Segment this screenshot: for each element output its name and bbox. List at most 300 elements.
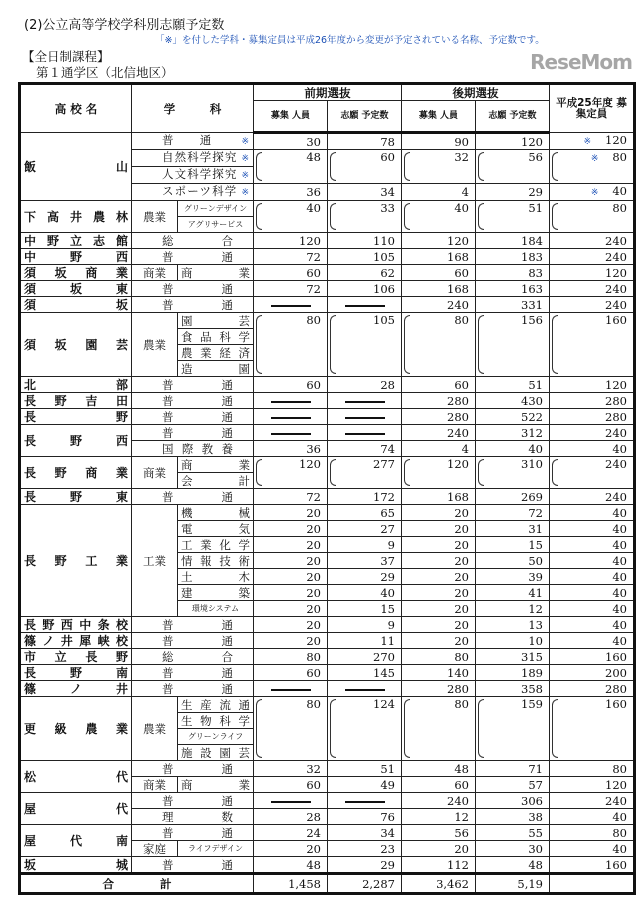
value: 40 — [612, 809, 627, 824]
value: 30 — [528, 841, 543, 856]
value-cell — [476, 133, 550, 150]
dash-line — [345, 689, 385, 691]
value: 74 — [380, 441, 395, 456]
course-name: 環境システム — [178, 601, 254, 617]
value: 168 — [447, 281, 469, 296]
department-name — [132, 681, 254, 697]
department-name — [132, 184, 254, 201]
department-label: 普通 — [162, 249, 233, 264]
value: 49 — [380, 777, 395, 792]
value-cell — [550, 441, 635, 457]
department-name — [132, 425, 254, 441]
value-cell — [402, 617, 476, 633]
value-cell — [328, 313, 402, 377]
value-cell — [402, 489, 476, 505]
value-cell — [254, 265, 328, 281]
header-early: 前期選抜 — [254, 84, 402, 101]
value: 120 — [299, 457, 321, 471]
applicants-table — [18, 82, 636, 895]
value: 106 — [373, 281, 395, 296]
value: 280 — [447, 409, 469, 424]
value-cell — [550, 569, 635, 585]
value: 13 — [528, 617, 543, 632]
value: 34 — [380, 185, 395, 199]
course-name: 会計 — [178, 473, 254, 489]
value-cell — [328, 233, 402, 249]
value-cell — [328, 697, 402, 761]
value-cell — [328, 489, 402, 505]
header-early-recruit: 募集 人員 — [254, 101, 328, 133]
value-cell — [402, 521, 476, 537]
value-cell — [476, 409, 550, 425]
value: 80 — [454, 697, 469, 711]
value: 20 — [454, 521, 469, 536]
value: 168 — [447, 489, 469, 504]
value-cell — [476, 441, 550, 457]
value-cell — [254, 281, 328, 297]
value-cell — [402, 633, 476, 649]
value: 240 — [605, 425, 627, 440]
value: 9 — [387, 617, 395, 632]
department-name — [132, 233, 254, 249]
department-name — [132, 167, 254, 184]
value-cell — [402, 249, 476, 265]
value: 40 — [612, 569, 627, 584]
department-label: スポーツ科学 — [162, 184, 238, 198]
value: 4 — [461, 441, 469, 456]
value-cell — [476, 297, 550, 313]
dash-line — [345, 305, 385, 307]
value: 280 — [605, 393, 627, 408]
value-cell — [476, 505, 550, 521]
header-dept: 学 科 — [132, 84, 254, 133]
value-cell — [402, 184, 476, 201]
value: 15 — [528, 537, 543, 552]
school-name: 須坂 — [20, 297, 132, 313]
value: 120 — [605, 265, 627, 280]
value-cell — [476, 825, 550, 841]
value-cell — [254, 133, 328, 150]
total-value: 2,287 — [328, 874, 402, 894]
value-cell — [476, 489, 550, 505]
value-cell — [550, 313, 635, 377]
value-cell — [550, 633, 635, 649]
value: 48 — [306, 150, 321, 164]
table-row — [20, 761, 635, 777]
value: 312 — [521, 425, 543, 440]
course-name: 建築 — [178, 585, 254, 601]
course-name: 商業 — [178, 265, 254, 281]
course-name: アグリサービス — [178, 217, 254, 233]
value-cell — [476, 761, 550, 777]
value: 55 — [528, 825, 543, 840]
table-row — [20, 697, 635, 713]
department-name — [132, 441, 254, 457]
value: 168 — [447, 249, 469, 264]
value-cell — [476, 857, 550, 874]
value: 40 — [612, 617, 627, 632]
department-category: 商業 — [132, 777, 178, 793]
value: 40 — [612, 537, 627, 552]
table-row — [20, 393, 635, 409]
value-cell — [476, 425, 550, 441]
value: 48 — [454, 761, 469, 776]
value: 189 — [521, 665, 543, 680]
table-body — [20, 133, 635, 894]
value: 310 — [521, 457, 543, 471]
value: 48 — [528, 857, 543, 872]
value-cell — [402, 297, 476, 313]
value: 40 — [612, 184, 627, 198]
value: 140 — [447, 665, 469, 680]
table-row — [20, 649, 635, 665]
value: 120 — [605, 377, 627, 392]
table-row — [20, 825, 635, 841]
department-label: 普通 — [162, 377, 233, 392]
value-cell — [476, 393, 550, 409]
table-row — [20, 201, 635, 217]
department-name — [132, 489, 254, 505]
value-cell — [254, 489, 328, 505]
school-name: 須坂東 — [20, 281, 132, 297]
header-late-applicants: 志願 予定数 — [476, 101, 550, 133]
value: 60 — [306, 777, 321, 792]
value-cell — [328, 841, 402, 857]
value-cell — [402, 585, 476, 601]
value-cell — [254, 585, 328, 601]
value: 124 — [373, 697, 395, 711]
value-cell — [476, 537, 550, 553]
value-cell — [402, 377, 476, 393]
value-cell — [328, 617, 402, 633]
value: 120 — [299, 233, 321, 248]
value-cell — [328, 825, 402, 841]
value: 40 — [380, 585, 395, 600]
value-cell — [476, 377, 550, 393]
value: 48 — [306, 857, 321, 872]
school-name: 屋代南 — [20, 825, 132, 857]
course-name: 造園 — [178, 361, 254, 377]
header-early-applicants: 志願 予定数 — [328, 101, 402, 133]
department-name — [132, 793, 254, 809]
value: 60 — [454, 265, 469, 280]
course-label: 【全日制課程】 — [22, 49, 110, 64]
table-row — [20, 665, 635, 681]
value-cell — [476, 281, 550, 297]
value-cell — [254, 633, 328, 649]
value-cell — [254, 649, 328, 665]
value: 40 — [612, 441, 627, 456]
department-name — [132, 649, 254, 665]
table-row — [20, 377, 635, 393]
value-cell — [550, 265, 635, 281]
value-cell — [550, 489, 635, 505]
value-cell — [402, 537, 476, 553]
value: 240 — [447, 793, 469, 808]
value-cell — [402, 425, 476, 441]
value-cell — [402, 281, 476, 297]
course-name: 工業化学 — [178, 537, 254, 553]
school-name: 篠ノ井 — [20, 681, 132, 697]
value-cell — [328, 633, 402, 649]
department-label: 普通 — [162, 665, 233, 680]
value-cell — [254, 569, 328, 585]
value-cell — [402, 825, 476, 841]
value-cell — [402, 265, 476, 281]
department-label: 総合 — [162, 649, 233, 664]
department-category: 農業 — [132, 697, 178, 761]
value-cell — [328, 133, 402, 150]
value-cell — [402, 505, 476, 521]
change-mark: ※ — [583, 137, 592, 147]
value-cell — [550, 681, 635, 697]
value-cell — [476, 313, 550, 377]
value: 20 — [454, 601, 469, 616]
value: 280 — [605, 681, 627, 696]
value-cell — [550, 761, 635, 777]
value: 200 — [605, 665, 627, 680]
value: 240 — [447, 297, 469, 312]
value-cell — [254, 249, 328, 265]
department-label: 普通 — [162, 281, 233, 296]
value-cell — [550, 857, 635, 874]
value: 315 — [521, 649, 543, 664]
value-cell — [550, 249, 635, 265]
school-name: 長野工業 — [20, 505, 132, 617]
dash-line — [345, 417, 385, 419]
value-cell — [550, 793, 635, 809]
total-value — [550, 874, 635, 894]
school-name: 長野南 — [20, 665, 132, 681]
table-row — [20, 265, 635, 281]
value: 20 — [306, 569, 321, 584]
value: 40 — [454, 201, 469, 215]
value-cell — [550, 150, 635, 184]
value-cell — [402, 841, 476, 857]
value-cell — [550, 665, 635, 681]
value: 145 — [373, 665, 395, 680]
value-cell — [402, 313, 476, 377]
table-row — [20, 297, 635, 313]
value-cell — [328, 281, 402, 297]
school-name: 北部 — [20, 377, 132, 393]
header-school: 高 校 名 — [20, 84, 132, 133]
value: 29 — [380, 857, 395, 872]
value: 60 — [306, 665, 321, 680]
value-cell — [328, 585, 402, 601]
course-name: 生産流通 — [178, 697, 254, 713]
note-text: 「※」を付した学科・募集定員は平成26年度から変更が予定されている名称、予定数です。 — [155, 35, 545, 46]
value: 20 — [454, 537, 469, 552]
value-cell — [254, 233, 328, 249]
value-cell — [476, 809, 550, 825]
value-cell — [328, 665, 402, 681]
value-cell — [402, 793, 476, 809]
value-cell — [254, 425, 328, 441]
total-label: 合 計 — [20, 874, 254, 894]
value: 105 — [373, 313, 395, 327]
department-label: 普通 — [162, 633, 233, 648]
value: 80 — [612, 825, 627, 840]
value-cell — [476, 617, 550, 633]
department-label: 普通 — [162, 409, 233, 424]
value: 184 — [521, 233, 543, 248]
value-cell — [550, 601, 635, 617]
department-name — [132, 617, 254, 633]
value-cell — [254, 761, 328, 777]
course-name: グリーンライフ — [178, 729, 254, 745]
value: 80 — [306, 697, 321, 711]
value: 160 — [605, 313, 627, 327]
value-cell — [550, 585, 635, 601]
value: 60 — [306, 377, 321, 392]
table-row — [20, 793, 635, 809]
value: 80 — [612, 201, 627, 215]
department-label: 普通 — [162, 825, 233, 840]
value: 120 — [605, 777, 627, 792]
value: 20 — [306, 601, 321, 616]
value-cell — [476, 681, 550, 697]
school-name: 長野吉田 — [20, 393, 132, 409]
value-cell — [254, 537, 328, 553]
value: 240 — [605, 489, 627, 504]
value: 80 — [612, 761, 627, 776]
value-cell — [550, 825, 635, 841]
value: 60 — [380, 150, 395, 164]
school-name: 長野西 — [20, 425, 132, 457]
value: 120 — [447, 233, 469, 248]
school-name: 中野立志館 — [20, 233, 132, 249]
value: 33 — [380, 201, 395, 215]
value-cell — [402, 409, 476, 425]
value-cell — [254, 313, 328, 377]
department-label: 普通 — [162, 393, 233, 408]
value-cell — [328, 761, 402, 777]
value: 20 — [454, 841, 469, 856]
value: 90 — [454, 134, 469, 149]
value: 80 — [612, 150, 627, 164]
department-name — [132, 377, 254, 393]
value: 20 — [306, 537, 321, 552]
department-label: 自然科学探究 — [162, 150, 238, 164]
value-cell — [254, 697, 328, 761]
dash-line — [271, 417, 311, 419]
value-cell — [550, 553, 635, 569]
department-category: 家庭 — [132, 841, 178, 857]
value-cell — [476, 633, 550, 649]
value-cell — [476, 665, 550, 681]
value: 83 — [528, 265, 543, 280]
value-cell — [328, 457, 402, 489]
value: 20 — [306, 841, 321, 856]
value-cell — [328, 409, 402, 425]
value-cell — [550, 393, 635, 409]
value: 160 — [605, 649, 627, 664]
value-cell — [328, 649, 402, 665]
value-cell — [328, 441, 402, 457]
value-cell — [254, 809, 328, 825]
value-cell — [254, 825, 328, 841]
table-row — [20, 425, 635, 441]
table-row — [20, 233, 635, 249]
value-cell — [328, 150, 402, 184]
value-cell — [402, 665, 476, 681]
value-cell — [402, 569, 476, 585]
watermark-logo: ReseMom — [530, 50, 632, 74]
change-mark: ※ — [241, 188, 249, 198]
value: 430 — [521, 393, 543, 408]
value: 40 — [612, 505, 627, 520]
value-cell — [328, 681, 402, 697]
value: 20 — [306, 505, 321, 520]
value-cell — [402, 809, 476, 825]
table-row — [20, 505, 635, 521]
value-cell — [476, 777, 550, 793]
value: 240 — [605, 233, 627, 248]
value: 280 — [447, 681, 469, 696]
department-name — [132, 809, 254, 825]
value-cell — [402, 697, 476, 761]
header-capacity-h25: 平成25年度 募集定員 — [550, 84, 635, 133]
value-cell — [476, 793, 550, 809]
value-cell — [550, 377, 635, 393]
value: 39 — [528, 569, 543, 584]
value: 20 — [306, 617, 321, 632]
value-cell — [550, 297, 635, 313]
value-cell — [550, 281, 635, 297]
dash-line — [271, 433, 311, 435]
course-name: 農業経済 — [178, 345, 254, 361]
value-cell — [328, 521, 402, 537]
value-cell — [402, 601, 476, 617]
value-cell — [254, 457, 328, 489]
value: 163 — [521, 281, 543, 296]
value: 110 — [373, 233, 395, 248]
value-cell — [476, 201, 550, 233]
school-name: 市立長野 — [20, 649, 132, 665]
value-cell — [254, 681, 328, 697]
value-cell — [402, 150, 476, 184]
value-cell — [476, 249, 550, 265]
value: 160 — [605, 857, 627, 872]
course-name: グリーンデザイン — [178, 201, 254, 217]
value-cell — [328, 201, 402, 233]
department-name — [132, 133, 254, 150]
value: 36 — [306, 441, 321, 456]
department-label: 普通 — [162, 617, 233, 632]
course-name: 食品科学 — [178, 329, 254, 345]
value: 34 — [380, 825, 395, 840]
value: 50 — [528, 553, 543, 568]
value-cell — [328, 553, 402, 569]
course-name: 情報技術 — [178, 553, 254, 569]
value-cell — [402, 393, 476, 409]
value: 30 — [306, 134, 321, 149]
table-row — [20, 249, 635, 265]
value-cell — [328, 249, 402, 265]
value: 72 — [306, 281, 321, 296]
value-cell — [476, 553, 550, 569]
value-cell — [476, 697, 550, 761]
department-name — [132, 409, 254, 425]
value-cell — [328, 857, 402, 874]
department-category: 商業 — [132, 457, 178, 489]
change-mark: ※ — [590, 154, 599, 164]
value-cell — [550, 537, 635, 553]
school-name: 長野西中条校 — [20, 617, 132, 633]
value-cell — [550, 184, 635, 201]
value: 20 — [306, 553, 321, 568]
